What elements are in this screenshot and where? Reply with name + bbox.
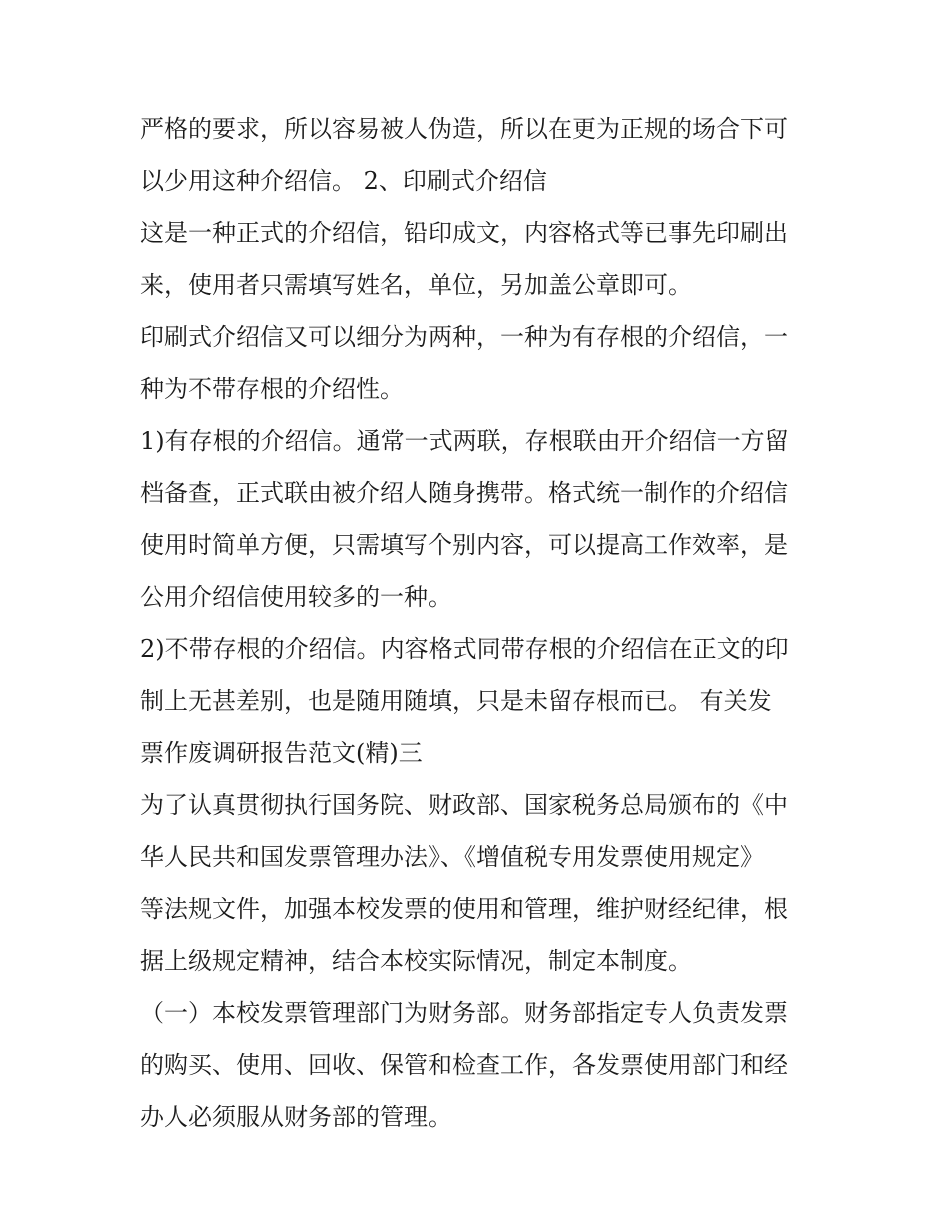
text-line: 的购买、使用、回收、保管和检查工作，各发票使用部门和经 xyxy=(140,1051,788,1079)
text-line: 2)不带存根的介绍信。内容格式同带存根的介绍信在正文的印 xyxy=(140,635,789,663)
text-line: 据上级规定精神，结合本校实际情况，制定本制度。 xyxy=(140,947,692,975)
text-line: 使用时简单方便，只需填写个别内容，可以提高工作效率，是 xyxy=(140,531,788,559)
text-line: 档备查，正式联由被介绍人随身携带。格式统一制作的介绍信 xyxy=(140,479,788,507)
text-line: 印刷式介绍信又可以细分为两种，一种为有存根的介绍信，一 xyxy=(140,323,788,351)
text-line: 制上无甚差别，也是随用随填，只是未留存根而已。 有关发 xyxy=(140,687,772,715)
text-line: 来，使用者只需填写姓名，单位，另加盖公章即可。 xyxy=(140,271,692,299)
text-line: 以少用这种介绍信。 2、印刷式介绍信 xyxy=(140,167,547,195)
text-line: 公用介绍信使用较多的一种。 xyxy=(140,583,452,611)
text-line: 为了认真贯彻执行国务院、财政部、国家税务总局颁布的《中 xyxy=(140,791,788,819)
text-line: 这是一种正式的介绍信，铅印成文，内容格式等已事先印刷出 xyxy=(140,219,788,247)
text-line: 办人必须服从财务部的管理。 xyxy=(140,1103,452,1131)
text-line: 种为不带存根的介绍性。 xyxy=(140,375,404,403)
text-line: 等法规文件，加强本校发票的使用和管理，维护财经纪律，根 xyxy=(140,895,788,923)
text-line: 1)有存根的介绍信。通常一式两联，存根联由开介绍信一方留 xyxy=(140,427,789,455)
document-body xyxy=(140,103,815,1143)
text-line: 票作废调研报告范文(精)三 xyxy=(140,739,423,767)
text-line: 严格的要求，所以容易被人伪造，所以在更为正规的场合下可 xyxy=(140,115,788,143)
text-line: （一）本校发票管理部门为财务部。财务部指定专人负责发票 xyxy=(140,999,788,1027)
text-line: 华人民共和国发票管理办法》、《增值税专用发票使用规定》 xyxy=(140,843,764,871)
